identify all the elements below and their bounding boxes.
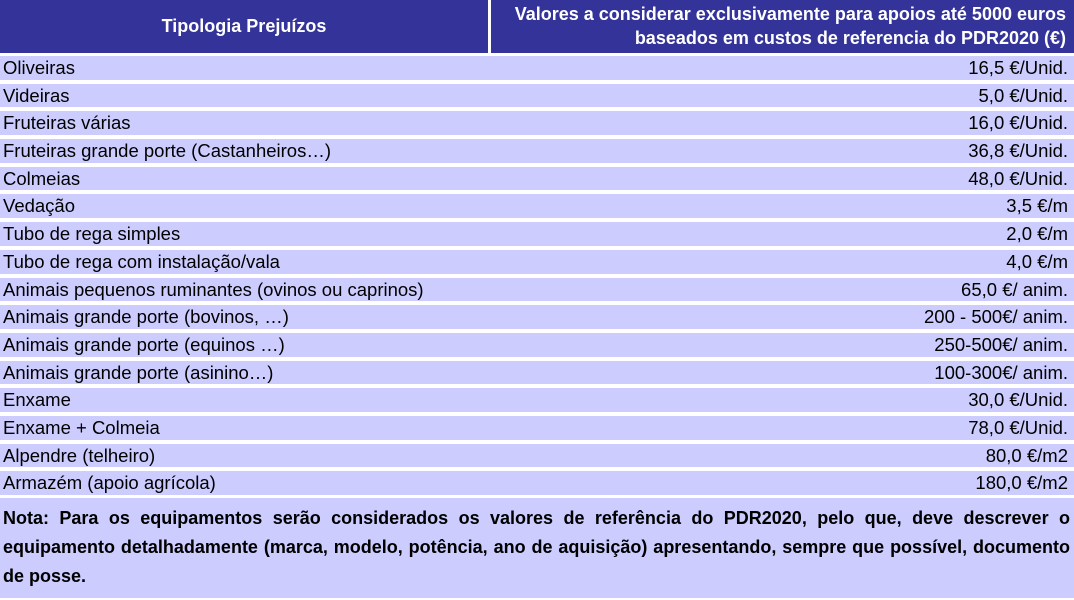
row-value: 16,5 €/Unid. [968, 57, 1068, 78]
row-value: 100-300€/ anim. [934, 361, 1068, 383]
table-row [0, 361, 1074, 385]
table-row [0, 167, 1074, 191]
row-label: Colmeias [3, 167, 81, 189]
table-row [0, 305, 1074, 329]
row-value: 180,0 €/m2 [975, 472, 1068, 494]
row-value: 2,0 €/m [1006, 223, 1068, 245]
table-row [0, 139, 1074, 163]
table-row [0, 278, 1074, 302]
table-row [0, 333, 1074, 357]
header-valores-line1: Valores a considerar exclusivamente para apoios até 5000 euros [514, 4, 1066, 24]
row-label: Tubo de rega com instalação/vala [3, 250, 280, 272]
table-row [0, 416, 1074, 440]
row-value: 3,5 €/m [1006, 195, 1068, 217]
row-value: 250-500€/ anim. [934, 333, 1068, 355]
row-value: 36,8 €/Unid. [968, 140, 1068, 162]
row-value: 65,0 €/ anim. [961, 278, 1068, 300]
table-row [0, 388, 1074, 412]
row-label: Alpendre (telheiro) [3, 444, 156, 466]
row-value: 16,0 €/Unid. [968, 112, 1068, 134]
row-value: 4,0 €/m [1006, 250, 1068, 272]
table-row [0, 222, 1074, 246]
table-row [0, 444, 1074, 468]
table-row [0, 194, 1074, 218]
table-row [0, 111, 1074, 135]
row-label: Enxame [3, 389, 71, 411]
row-value: 80,0 €/m2 [985, 444, 1068, 466]
row-label: Enxame + Colmeia [3, 416, 160, 438]
row-value: 48,0 €/Unid. [968, 167, 1068, 189]
row-label: Videiras [3, 84, 70, 106]
table-row [0, 250, 1074, 274]
table-row [0, 471, 1074, 495]
row-label: Animais pequenos ruminantes (ovinos ou caprinos) [3, 278, 424, 300]
header-valores [491, 0, 1074, 53]
row-label: Animais grande porte (bovinos, …) [3, 306, 289, 328]
row-label: Armazém (apoio agrícola) [3, 472, 216, 494]
table-row [0, 84, 1074, 108]
header-valores-line2: baseados em custos de referencia do PDR2020 (€) [634, 28, 1066, 48]
header-tipologia: Tipologia Prejuízos [0, 0, 491, 53]
row-label: Vedação [3, 195, 76, 217]
row-label: Tubo de rega simples [3, 223, 181, 245]
row-value: 5,0 €/Unid. [978, 84, 1068, 106]
table-header [0, 0, 1074, 53]
row-label: Animais grande porte (asinino…) [3, 361, 274, 383]
row-label: Animais grande porte (equinos …) [3, 333, 285, 355]
row-label: Fruteiras várias [3, 112, 131, 134]
row-label: Fruteiras grande porte (Castanheiros…) [3, 140, 332, 162]
note: Nota: Para os equipamentos serão considerados os valores de referência do PDR2020, pelo que, deve descrever o equipamento detalhadamente (marca, modelo, potência, ano de aquisição) apresentando, sempre que possível, documento de posse. [0, 498, 1074, 598]
row-label: Oliveiras [3, 57, 75, 78]
row-value: 30,0 €/Unid. [968, 389, 1068, 411]
table-body [0, 56, 1074, 495]
table-row [0, 56, 1074, 80]
row-value: 78,0 €/Unid. [968, 416, 1068, 438]
row-value: 200 - 500€/ anim. [924, 306, 1068, 328]
